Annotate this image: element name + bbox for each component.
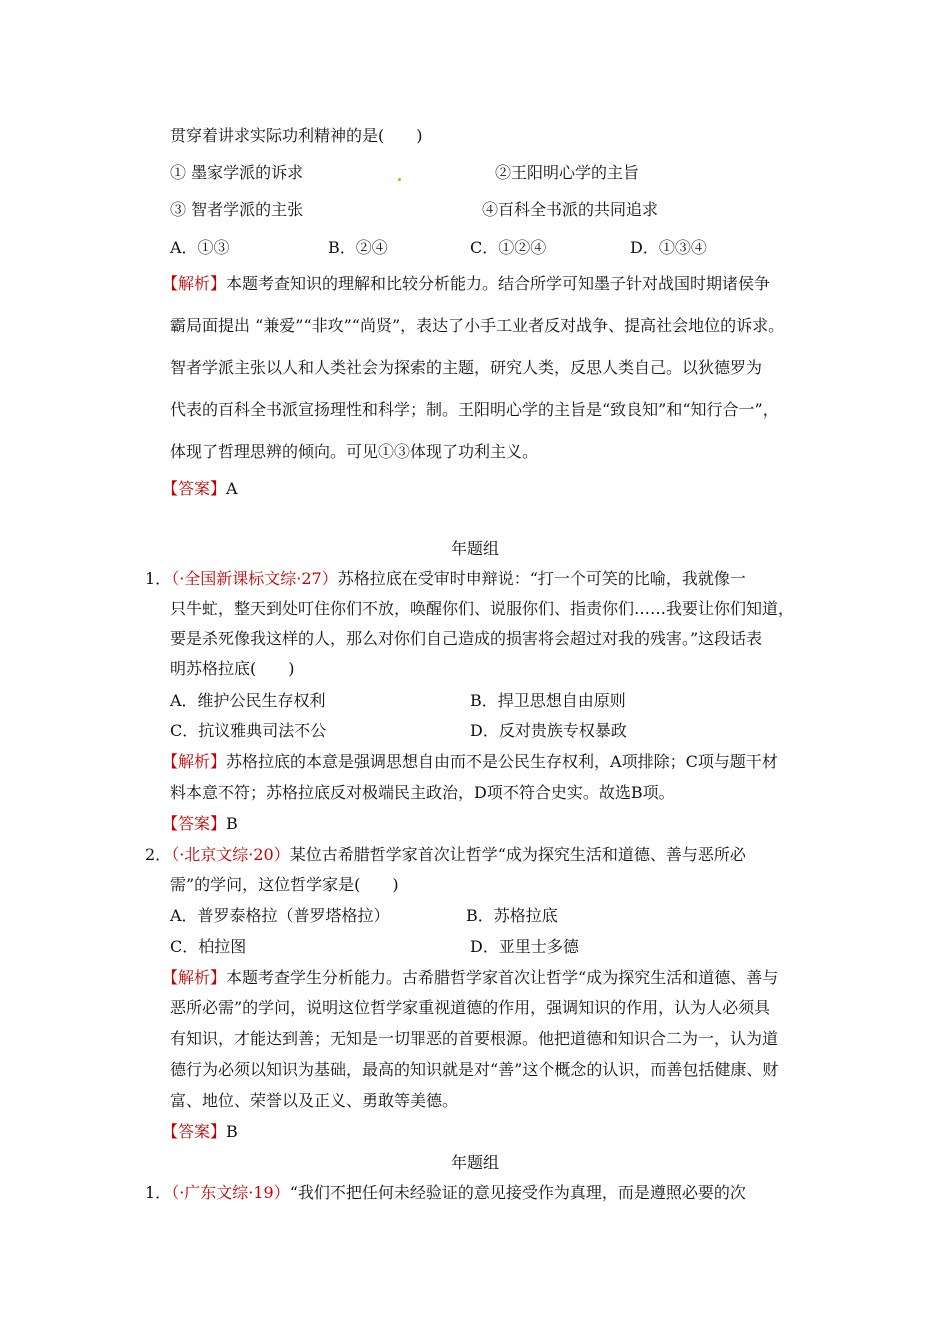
g1-q1-line-1 (145, 568, 746, 590)
g1-q2-choice-c: C．柏拉图 (170, 937, 247, 956)
analysis-text: 苏格拉底的本意是强调思想自由而不是公民生存权利，A项排除；C项与题干材 (226, 752, 778, 771)
g1-q1-line-2: 只牛虻，整天到处叮住你们不放，唤醒你们、说服你们、指责你们……我要让你们知道， (170, 599, 795, 618)
analysis-tag: 【解析】 (162, 274, 227, 293)
analysis-text: 本题考查知识的理解和比较分析能力。结合所学可知墨子针对战国时期诸侯争 (226, 274, 771, 293)
g1-q1-line-3: 要是杀死像我这样的人，那么对你们自己造成的损害将会超过对我的残害。”这段话表 (170, 629, 763, 648)
g1-q2-line-2: 需”的学问，这位哲学家是( ) (170, 875, 399, 894)
question-number: 1． (145, 1183, 172, 1202)
answer-value: A (226, 479, 238, 498)
g1-q1-choice-b: B．捍卫思想自由原则 (470, 691, 626, 710)
question-source: （·广东文综·19） (171, 1183, 290, 1202)
analysis-tag: 【解析】 (162, 752, 227, 771)
q0-option-2: ②王阳明心学的主旨 (495, 163, 640, 182)
g1-q1-answer (162, 813, 238, 835)
g1-q2-choice-a: A．普罗泰格拉（普罗塔格拉） (170, 906, 390, 925)
question-source: （·北京文综·20） (171, 845, 290, 864)
answer-value: B (226, 1122, 238, 1141)
g1-q1-line-4: 明苏格拉底( ) (170, 659, 295, 678)
g1-q2-choice-b: B．苏格拉底 (466, 906, 558, 925)
stray-dot-mark (398, 178, 401, 181)
g1-q1-choice-a: A．维护公民生存权利 (170, 691, 326, 710)
g1-q1-choice-d: D．反对贵族专权暴政 (470, 721, 627, 740)
q0-option-3: ③ 智者学派的主张 (170, 200, 304, 219)
q0-analysis-line-2: 霸局面提出 “兼爱”“非攻”“尚贤”，表达了小手工业者反对战争、提高社会地位的诉求。 (170, 316, 785, 335)
g1-q2-analysis-line-5: 富、地位、荣誉以及正义、勇敢等美德。 (170, 1091, 459, 1110)
g1-q2-analysis-line-4: 德行为必须以知识为基础，最高的知识就是对“善”这个概念的认识，而善包括健康、财 (170, 1060, 779, 1079)
q0-option-1: ① 墨家学派的诉求 (170, 163, 304, 182)
question-number: 1． (145, 569, 172, 588)
answer-tag: 【答案】 (162, 1122, 227, 1141)
q0-choice-d: D．①③④ (630, 238, 707, 257)
group-heading-2: 年题组 (450, 1153, 499, 1172)
analysis-tag: 【解析】 (162, 968, 227, 987)
g1-q1-analysis-line-2: 料本意不符；苏格拉底反对极端民主政治，D项不符合史实。故选B项。 (170, 783, 675, 802)
g2-q1-line-1 (145, 1182, 746, 1204)
q0-analysis-line-3: 智者学派主张以人和人类社会为探索的主题，研究人类，反思人类自己。以狄德罗为 (170, 358, 763, 377)
answer-tag: 【答案】 (162, 814, 227, 833)
analysis-text: 本题考查学生分析能力。古希腊哲学家首次让哲学“成为探究生活和道德、善与 (226, 968, 779, 987)
q0-option-4: ④百科全书派的共同追求 (482, 200, 659, 219)
question-text: “我们不把任何未经验证的意见接受作为真理，而是遵照必要的次 (289, 1183, 746, 1202)
g1-q2-choice-d: D．亚里士多德 (470, 937, 579, 956)
g1-q2-analysis-line-1 (162, 967, 778, 989)
g1-q2-analysis-line-2: 恶所必需”的学问，说明这位哲学家重视道德的作用，强调知识的作用，认为人必须具 (170, 998, 771, 1017)
q0-analysis-line-1 (162, 273, 770, 295)
answer-value: B (226, 814, 238, 833)
group-heading-1: 年题组 (450, 539, 499, 558)
q0-answer (162, 478, 238, 500)
question-number: 2． (145, 845, 172, 864)
q0-choice-c: C．①②④ (470, 238, 547, 257)
q0-analysis-line-4: 代表的百科全书派宣扬理性和科学；制。王阳明心学的主旨是“致良知”和“知行合一”， (170, 400, 779, 419)
q0-choice-a: A．①③ (170, 238, 230, 257)
g1-q2-answer (162, 1121, 238, 1143)
question-text: 某位古希腊哲学家首次让哲学“成为探究生活和道德、善与恶所必 (289, 845, 746, 864)
question-source: （·全国新课标文综·27） (171, 569, 338, 588)
g1-q2-analysis-line-3: 有知识，才能达到善；无知是一切罪恶的首要根源。他把道德和知识合二为一，认为道 (170, 1029, 779, 1048)
g1-q2-line-1 (145, 844, 746, 866)
q0-choice-b: B．②④ (328, 238, 388, 257)
answer-tag: 【答案】 (162, 479, 227, 498)
q0-analysis-line-5: 体现了哲理思辨的倾向。可见①③体现了功利主义。 (170, 442, 539, 461)
question-text: 苏格拉底在受审时申辩说：“打一个可笑的比喻，我就像一 (337, 569, 746, 588)
g1-q1-choice-c: C．抗议雅典司法不公 (170, 721, 327, 740)
g1-q1-analysis-line-1 (162, 751, 778, 773)
q0-stem: 贯穿着讲求实际功利精神的是( ) (170, 126, 423, 145)
